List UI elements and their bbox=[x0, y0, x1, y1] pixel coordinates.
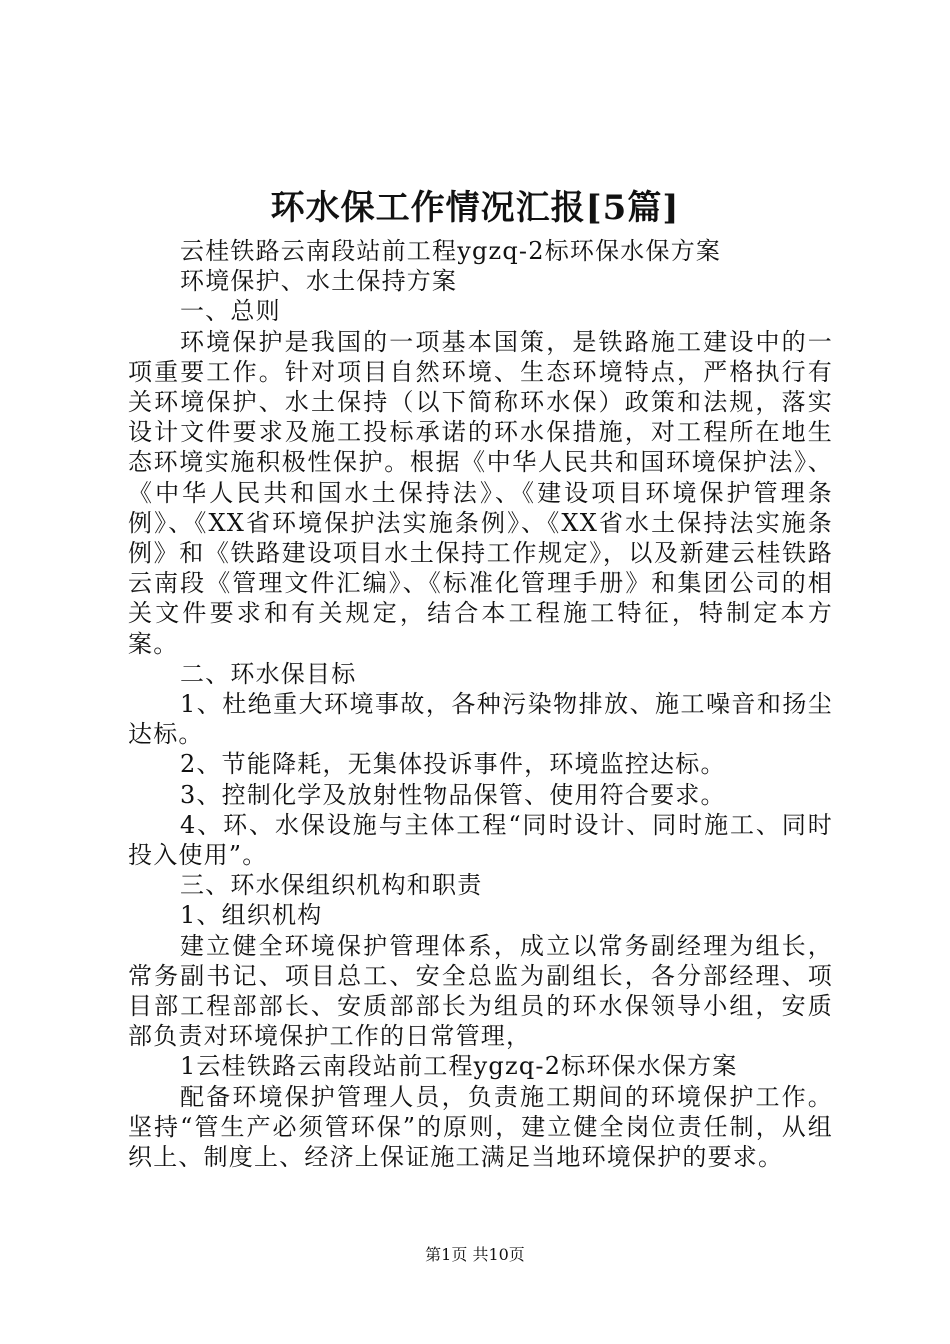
paragraph-general: 环境保护是我国的一项基本国策，是铁路施工建设中的一项重要工作。针对项目自然环境、生态环境特点，严格执行有关环境保护、水土保持（以下简称环水保）政策和法规，落实设计文件要求及施工投标承诺的环水保措施，对工程所在地生态环境实施积极性保护。根据《中华人民共和国环境保护法》、《中华人民共和国水土保持法》、《建设项目环境保护管理条例》、《XX省环境保护法实施条例》、《XX省水土保持法实施条例》和《铁路建设项目水土保持工作规定》，以及新建云桂铁路云南段《管理文件汇编》、《标准化管理手册》和集团公司的相关文件要求和有关规定，结合本工程施工特征，特制定本方案。 bbox=[128, 327, 833, 658]
paragraph-plan-name: 环境保护、水土保持方案 bbox=[180, 267, 458, 296]
section-heading-organization: 三、环水保组织机构和职责 bbox=[180, 871, 483, 900]
list-item-goal-2: 2、节能降耗，无集体投诉事件，环境监控达标。 bbox=[180, 750, 726, 779]
list-item-goal-3: 3、控制化学及放射性物品保管、使用符合要求。 bbox=[180, 780, 726, 809]
page-number-footer: 第1页 共10页 bbox=[425, 1245, 525, 1264]
subsection-heading-structure: 1、组织机构 bbox=[180, 901, 323, 930]
document-body bbox=[128, 236, 833, 1172]
running-header-text: 1云桂铁路云南段站前工程ygzq-2标环保水保方案 bbox=[180, 1052, 738, 1081]
section-heading-general: 一、总则 bbox=[180, 297, 281, 326]
list-item-goal-4: 4、环、水保设施与主体工程“同时设计、同时施工、同时投入使用”。 bbox=[128, 810, 833, 870]
paragraph-staffing: 配备环境保护管理人员，负责施工期间的环境保护工作。坚持“管生产必须管环保”的原则，建立健全岗位责任制，从组织上、制度上、经济上保证施工满足当地环境保护的要求。 bbox=[128, 1082, 833, 1172]
section-heading-goals: 二、环水保目标 bbox=[180, 659, 357, 688]
paragraph-structure: 建立健全环境保护管理体系，成立以常务副经理为组长，常务副书记、项目总工、安全总监为副组长，各分部经理、项目部工程部部长、安质部部长为组员的环水保领导小组，安质部负责对环境保护工作的日常管理， bbox=[128, 931, 833, 1051]
paragraph-subtitle: 云桂铁路云南段站前工程ygzq-2标环保水保方案 bbox=[180, 237, 722, 265]
document-title: 环水保工作情况汇报[5篇] bbox=[270, 188, 680, 228]
list-item-goal-1: 1、杜绝重大环境事故，各种污染物排放、施工噪音和扬尘达标。 bbox=[128, 690, 833, 749]
